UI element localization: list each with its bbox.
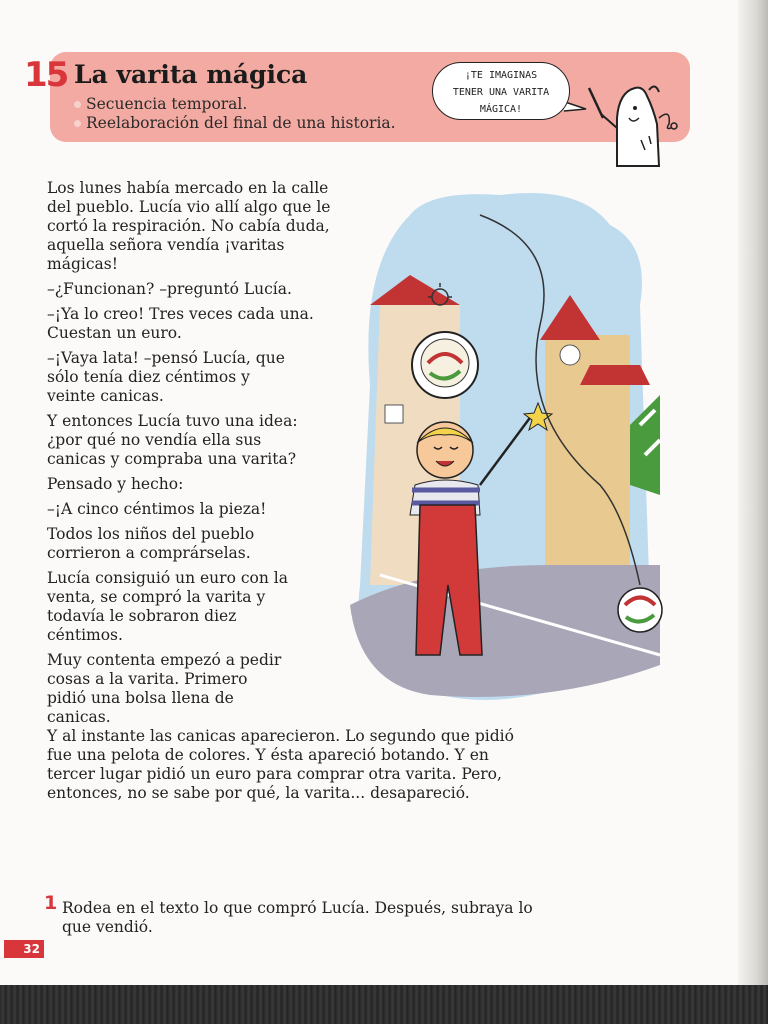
story-paragraph: –¡Vaya lata! –pensó Lucía, que sólo tenía diez céntimos y veinte canicas. xyxy=(47,349,285,405)
story-paragraph: Y entonces Lucía tuvo una idea: ¿por qué no vendía ella sus canicas y compraba una varita? xyxy=(47,412,298,468)
story-text xyxy=(47,179,514,809)
story-illustration xyxy=(350,185,670,715)
speech-bubble xyxy=(432,62,570,120)
lesson-title: La varita mágica xyxy=(74,60,308,89)
story-paragraph: Lucía consiguió un euro con la venta, se compró la varita y todavía le sobraron diez céntimos. xyxy=(47,569,288,644)
exercise-number: 1 xyxy=(44,892,58,914)
speech-bubble-line: TENER UNA VARITA xyxy=(452,87,550,98)
story-paragraph: –¡Ya lo creo! Tres veces cada una. Cuestan un euro. xyxy=(47,305,314,342)
exercise-instruction: Rodea en el texto lo que compró Lucía. Después, subraya lo que vendió. xyxy=(62,899,533,936)
page-number: 32 xyxy=(4,940,44,958)
mascot-character-illustration xyxy=(585,78,695,173)
scanner-edge xyxy=(0,985,768,1024)
story-paragraph: –¡A cinco céntimos la pieza! xyxy=(47,500,267,518)
page-gutter xyxy=(738,0,768,985)
story-paragraph: Y al instante las canicas aparecieron. Lo segundo que pidió fue una pelota de colores. Y ésta apareció botando. Y en tercer lugar pidió un euro para comprar otra varita. Pero, entonces, no se sabe por qué, la varita... desapareció. xyxy=(47,727,514,802)
story-paragraph: Pensado y hecho: xyxy=(47,475,184,493)
speech-bubble-line: ¡TE IMAGINAS xyxy=(464,70,538,81)
story-paragraph: Muy contenta empezó a pedir cosas a la varita. Primero pidió una bolsa llena de canicas. xyxy=(47,651,282,726)
story-paragraph: Los lunes había mercado en la calle del pueblo. Lucía vio allí algo que le cortó la respiración. No cabía duda, aquella señora vendía ¡varitas mágicas! xyxy=(47,179,331,273)
lesson-objective: Reelaboración del final de una historia. xyxy=(86,114,396,132)
speech-bubble-line: MÁGICA! xyxy=(479,104,523,115)
lesson-objective: Secuencia temporal. xyxy=(86,95,248,113)
story-paragraph: Todos los niños del pueblo corrieron a comprárselas. xyxy=(47,525,255,562)
lesson-number: 15 xyxy=(24,55,68,95)
story-paragraph: –¿Funcionan? –preguntó Lucía. xyxy=(47,280,292,298)
